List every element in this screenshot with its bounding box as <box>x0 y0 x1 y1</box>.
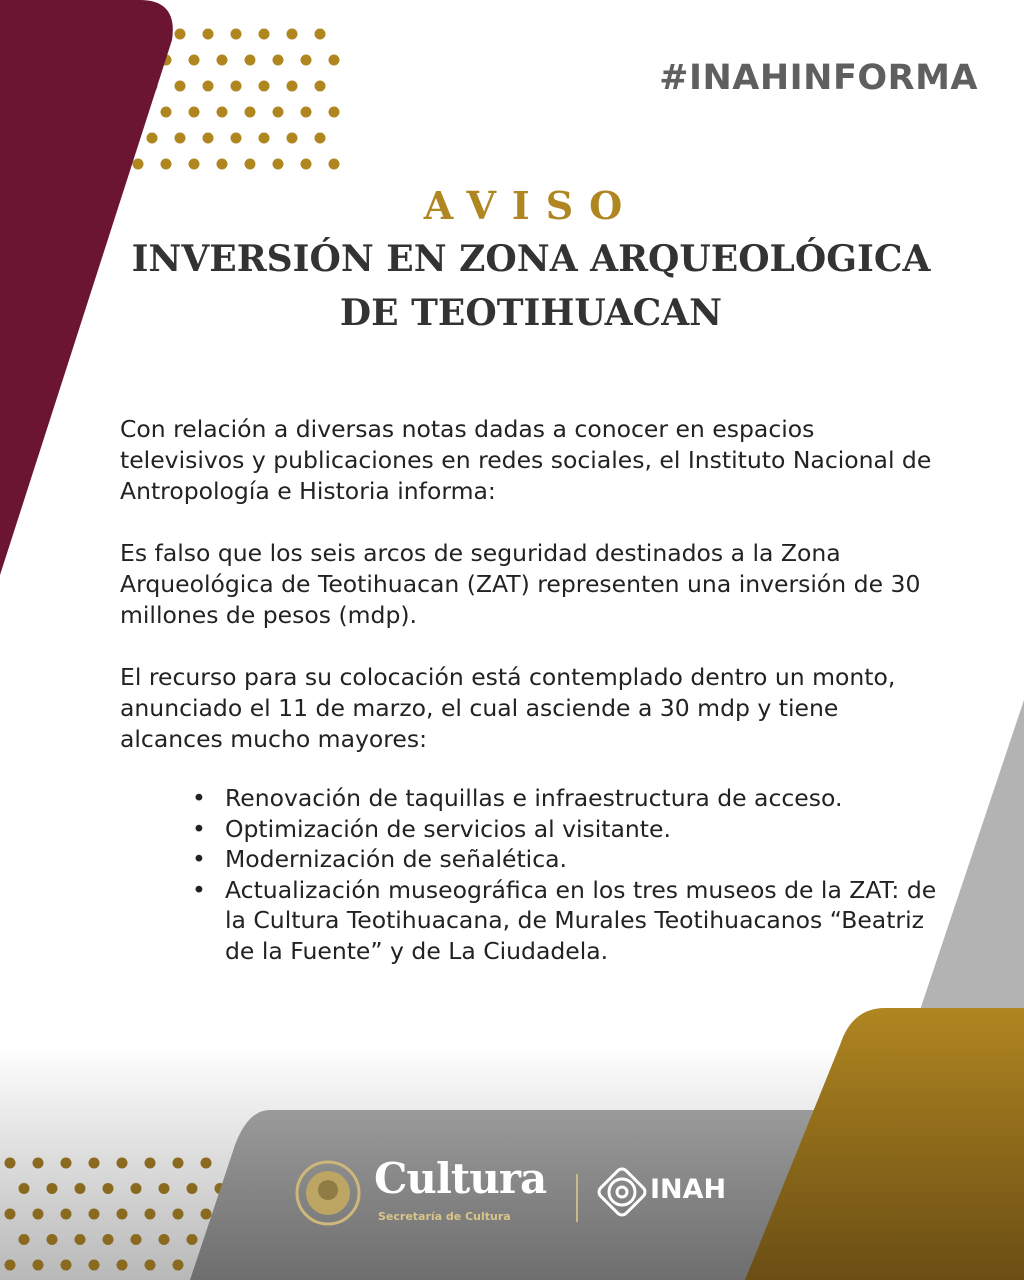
paragraph: Es falso que los seis arcos de seguridad destinados a la Zona Arqueológica de Teotihuacan (ZAT) representen una inversión de 30 millones de pesos (mdp). <box>120 539 921 629</box>
dot <box>301 55 312 66</box>
dot <box>161 107 172 118</box>
dot <box>189 55 200 66</box>
dot <box>245 107 256 118</box>
paragraph: El recurso para su colocación está contemplado dentro un monto, anunciado el 11 de marzo, el cual asciende a 30 mdp y tiene alcances mucho mayores: <box>120 663 896 753</box>
dot <box>117 1158 128 1169</box>
dot <box>315 81 326 92</box>
dot <box>145 1209 156 1220</box>
dot <box>287 81 298 92</box>
dot <box>47 1183 58 1194</box>
logo-divider <box>576 1174 578 1222</box>
dot <box>189 159 200 170</box>
dot <box>329 159 340 170</box>
dot <box>33 1260 44 1271</box>
dot <box>161 159 172 170</box>
dot <box>117 1260 128 1271</box>
dot <box>75 1234 86 1245</box>
dot <box>315 133 326 144</box>
dot <box>145 1158 156 1169</box>
dot <box>245 55 256 66</box>
dot <box>301 107 312 118</box>
dot <box>5 1209 16 1220</box>
footer-logos <box>296 1154 736 1226</box>
dot <box>231 81 242 92</box>
dot <box>89 1209 100 1220</box>
cultura-logo-text: Cultura <box>374 1154 547 1203</box>
dot <box>259 29 270 40</box>
secretaria-text: Secretaría de Cultura <box>378 1210 511 1223</box>
dot <box>103 1234 114 1245</box>
dot <box>231 29 242 40</box>
list-item: • Modernización de señalética. <box>192 844 952 875</box>
dot <box>217 55 228 66</box>
dot <box>329 55 340 66</box>
dot <box>159 1183 170 1194</box>
dot <box>245 159 256 170</box>
dot <box>315 29 326 40</box>
dot <box>75 1183 86 1194</box>
dot <box>173 1260 184 1271</box>
dot <box>203 81 214 92</box>
dot <box>189 107 200 118</box>
dot <box>33 1158 44 1169</box>
dot <box>117 1209 128 1220</box>
dot <box>5 1158 16 1169</box>
dot <box>217 107 228 118</box>
dot <box>19 1183 30 1194</box>
dot <box>203 29 214 40</box>
paragraph: Con relación a diversas notas dadas a conocer en espacios televisivos y publicaciones en redes sociales, el Instituto Nacional de Antropología e Historia informa: <box>120 415 932 505</box>
body-text <box>120 414 940 786</box>
dot <box>47 1234 58 1245</box>
dot <box>5 1260 16 1271</box>
dot <box>61 1260 72 1271</box>
dot <box>175 81 186 92</box>
page-title-line2: DE TEOTIHUACAN <box>339 292 723 334</box>
dot <box>103 1183 114 1194</box>
dot <box>147 133 158 144</box>
kicker-aviso: AVISO <box>423 183 639 228</box>
hashtag: #INAHINFORMA <box>659 58 978 98</box>
dot <box>133 159 144 170</box>
dot <box>203 133 214 144</box>
dot <box>173 1158 184 1169</box>
dot <box>231 133 242 144</box>
dot <box>329 107 340 118</box>
dot <box>131 1234 142 1245</box>
dot <box>201 1209 212 1220</box>
dot <box>145 1260 156 1271</box>
list-item: • Actualización museográfica en los tres museos de la ZAT: de la Cultura Teotihuacana, de Murales Teotihuacanos “Beatriz de la Fuente” y de La Ciudadela. <box>192 875 952 967</box>
dot <box>159 1234 170 1245</box>
dot <box>301 159 312 170</box>
dot <box>89 1260 100 1271</box>
bullet-list <box>192 783 952 966</box>
dot <box>187 1234 198 1245</box>
dot <box>19 1234 30 1245</box>
dot <box>273 159 284 170</box>
dot <box>173 1209 184 1220</box>
page-title-line1: INVERSIÓN EN ZONA ARQUEOLÓGICA <box>131 238 931 280</box>
dot <box>61 1209 72 1220</box>
dot <box>273 107 284 118</box>
dot <box>201 1158 212 1169</box>
dot <box>287 133 298 144</box>
dot <box>273 55 284 66</box>
inah-logo-text: INAH <box>650 1174 727 1205</box>
dot <box>175 29 186 40</box>
dot <box>187 1183 198 1194</box>
dot <box>131 1183 142 1194</box>
list-item: • Optimización de servicios al visitante. <box>192 814 952 845</box>
dot <box>61 1158 72 1169</box>
dot <box>175 133 186 144</box>
dot <box>259 133 270 144</box>
list-item: • Renovación de taquillas e infraestructura de acceso. <box>192 783 952 814</box>
dot <box>217 159 228 170</box>
dot <box>89 1158 100 1169</box>
dot <box>33 1209 44 1220</box>
dot <box>287 29 298 40</box>
dot <box>259 81 270 92</box>
